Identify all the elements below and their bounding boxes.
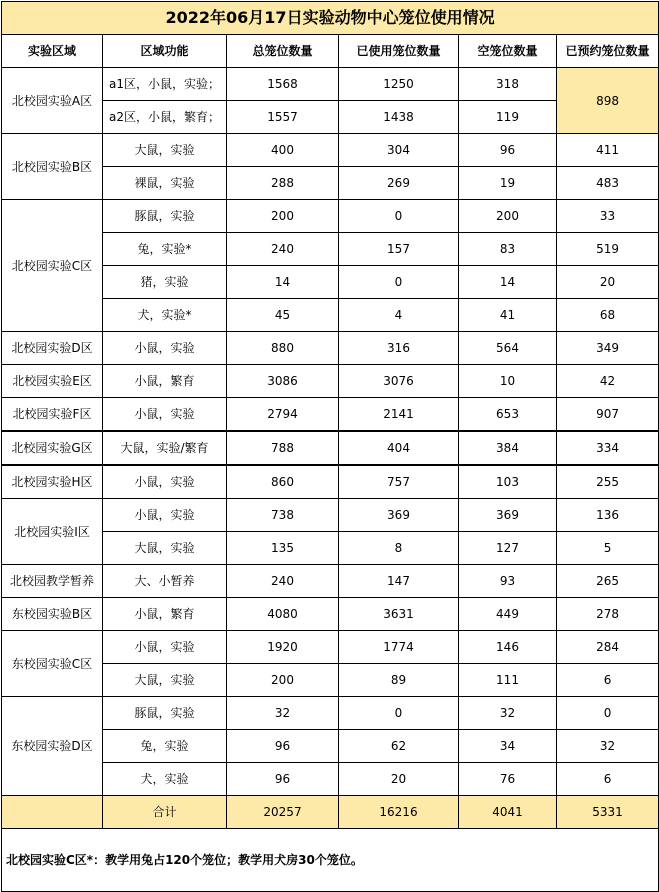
used-cell: 757 bbox=[339, 465, 459, 499]
used-cell: 3631 bbox=[339, 598, 459, 631]
used-cell: 1774 bbox=[339, 631, 459, 664]
function-cell: 大鼠，实验 bbox=[103, 134, 227, 167]
function-cell: 兔，实验 bbox=[103, 730, 227, 763]
totals-empty: 4041 bbox=[459, 796, 557, 829]
empty-cell: 200 bbox=[459, 200, 557, 233]
used-cell: 316 bbox=[339, 332, 459, 365]
empty-cell: 111 bbox=[459, 664, 557, 697]
note-row bbox=[2, 829, 659, 892]
reserved-cell: 265 bbox=[557, 565, 659, 598]
function-cell: 裸鼠，实验 bbox=[103, 167, 227, 200]
reserved-cell: 255 bbox=[557, 465, 659, 499]
used-cell: 1438 bbox=[339, 101, 459, 134]
totals-reserved: 5331 bbox=[557, 796, 659, 829]
used-cell: 404 bbox=[339, 431, 459, 465]
used-cell: 89 bbox=[339, 664, 459, 697]
function-cell: 小鼠，实验 bbox=[103, 499, 227, 532]
function-cell: a1区，小鼠，实验； bbox=[103, 68, 227, 101]
reserved-cell: 68 bbox=[557, 299, 659, 332]
used-cell: 147 bbox=[339, 565, 459, 598]
zone-cell: 北校园实验C区 bbox=[2, 200, 103, 332]
reserved-cell: 278 bbox=[557, 598, 659, 631]
function-cell: 大、小暂养 bbox=[103, 565, 227, 598]
empty-cell: 76 bbox=[459, 763, 557, 796]
total-cell: 1920 bbox=[227, 631, 339, 664]
empty-cell: 96 bbox=[459, 134, 557, 167]
cage-usage-sheet bbox=[1, 1, 658, 887]
total-cell: 135 bbox=[227, 532, 339, 565]
total-cell: 96 bbox=[227, 763, 339, 796]
total-cell: 738 bbox=[227, 499, 339, 532]
empty-cell: 83 bbox=[459, 233, 557, 266]
function-cell: 小鼠，繁育 bbox=[103, 598, 227, 631]
total-cell: 200 bbox=[227, 200, 339, 233]
cage-usage-table bbox=[1, 1, 659, 892]
table-row bbox=[2, 200, 659, 233]
used-cell: 0 bbox=[339, 266, 459, 299]
empty-cell: 93 bbox=[459, 565, 557, 598]
total-cell: 1557 bbox=[227, 101, 339, 134]
total-cell: 45 bbox=[227, 299, 339, 332]
empty-cell: 449 bbox=[459, 598, 557, 631]
table-row bbox=[2, 398, 659, 432]
totals-row bbox=[2, 796, 659, 829]
empty-cell: 384 bbox=[459, 431, 557, 465]
used-cell: 8 bbox=[339, 532, 459, 565]
reserved-cell: 33 bbox=[557, 200, 659, 233]
total-cell: 240 bbox=[227, 565, 339, 598]
reserved-cell: 32 bbox=[557, 730, 659, 763]
empty-cell: 41 bbox=[459, 299, 557, 332]
function-cell: 小鼠，实验 bbox=[103, 398, 227, 432]
used-cell: 269 bbox=[339, 167, 459, 200]
function-cell: 豚鼠，实验 bbox=[103, 200, 227, 233]
header-total: 总笼位数量 bbox=[227, 35, 339, 68]
reserved-cell: 483 bbox=[557, 167, 659, 200]
function-cell: 小鼠，实验 bbox=[103, 631, 227, 664]
table-row bbox=[2, 465, 659, 499]
used-cell: 369 bbox=[339, 499, 459, 532]
empty-cell: 564 bbox=[459, 332, 557, 365]
totals-blank bbox=[2, 796, 103, 829]
table-row bbox=[2, 631, 659, 664]
total-cell: 14 bbox=[227, 266, 339, 299]
totals-label: 合计 bbox=[103, 796, 227, 829]
function-cell: a2区，小鼠，繁育； bbox=[103, 101, 227, 134]
empty-cell: 103 bbox=[459, 465, 557, 499]
table-row bbox=[2, 332, 659, 365]
header-reserved: 已预约笼位数量 bbox=[557, 35, 659, 68]
table-row bbox=[2, 68, 659, 101]
footnote: 北校园实验C区*：教学用兔占120个笼位；教学用犬房30个笼位。 bbox=[2, 829, 659, 892]
empty-cell: 10 bbox=[459, 365, 557, 398]
table-row bbox=[2, 598, 659, 631]
table-row bbox=[2, 565, 659, 598]
zone-cell: 北校园实验D区 bbox=[2, 332, 103, 365]
empty-cell: 127 bbox=[459, 532, 557, 565]
totals-used: 16216 bbox=[339, 796, 459, 829]
function-cell: 大鼠，实验/繁育 bbox=[103, 431, 227, 465]
used-cell: 20 bbox=[339, 763, 459, 796]
totals-total: 20257 bbox=[227, 796, 339, 829]
reserved-cell: 411 bbox=[557, 134, 659, 167]
reserved-cell: 334 bbox=[557, 431, 659, 465]
reserved-cell: 20 bbox=[557, 266, 659, 299]
used-cell: 0 bbox=[339, 697, 459, 730]
total-cell: 32 bbox=[227, 697, 339, 730]
zone-cell: 北校园教学暂养 bbox=[2, 565, 103, 598]
total-cell: 400 bbox=[227, 134, 339, 167]
total-cell: 2794 bbox=[227, 398, 339, 432]
table-row bbox=[2, 431, 659, 465]
function-cell: 小鼠，实验 bbox=[103, 332, 227, 365]
reserved-cell: 42 bbox=[557, 365, 659, 398]
reserved-cell: 519 bbox=[557, 233, 659, 266]
used-cell: 4 bbox=[339, 299, 459, 332]
used-cell: 157 bbox=[339, 233, 459, 266]
empty-cell: 19 bbox=[459, 167, 557, 200]
reserved-cell: 0 bbox=[557, 697, 659, 730]
zone-cell: 东校园实验C区 bbox=[2, 631, 103, 697]
reserved-cell: 349 bbox=[557, 332, 659, 365]
function-cell: 犬，实验 bbox=[103, 763, 227, 796]
reserved-cell: 284 bbox=[557, 631, 659, 664]
table-title: 2022年06月17日实验动物中心笼位使用情况 bbox=[2, 2, 659, 35]
header-row bbox=[2, 35, 659, 68]
empty-cell: 119 bbox=[459, 101, 557, 134]
reserved-cell: 136 bbox=[557, 499, 659, 532]
header-function: 区域功能 bbox=[103, 35, 227, 68]
used-cell: 2141 bbox=[339, 398, 459, 432]
function-cell: 犬，实验* bbox=[103, 299, 227, 332]
zone-cell: 北校园实验A区 bbox=[2, 68, 103, 134]
zone-cell: 东校园实验D区 bbox=[2, 697, 103, 796]
empty-cell: 318 bbox=[459, 68, 557, 101]
reserved-cell: 5 bbox=[557, 532, 659, 565]
zone-cell: 北校园实验E区 bbox=[2, 365, 103, 398]
reserved-cell: 6 bbox=[557, 664, 659, 697]
used-cell: 3076 bbox=[339, 365, 459, 398]
used-cell: 1250 bbox=[339, 68, 459, 101]
used-cell: 304 bbox=[339, 134, 459, 167]
function-cell: 小鼠，实验 bbox=[103, 465, 227, 499]
function-cell: 兔，实验* bbox=[103, 233, 227, 266]
total-cell: 860 bbox=[227, 465, 339, 499]
header-used: 已使用笼位数量 bbox=[339, 35, 459, 68]
total-cell: 96 bbox=[227, 730, 339, 763]
empty-cell: 653 bbox=[459, 398, 557, 432]
total-cell: 788 bbox=[227, 431, 339, 465]
used-cell: 62 bbox=[339, 730, 459, 763]
total-cell: 880 bbox=[227, 332, 339, 365]
function-cell: 小鼠，繁育 bbox=[103, 365, 227, 398]
table-row bbox=[2, 499, 659, 532]
total-cell: 1568 bbox=[227, 68, 339, 101]
title-row bbox=[2, 2, 659, 35]
zone-cell: 东校园实验B区 bbox=[2, 598, 103, 631]
empty-cell: 14 bbox=[459, 266, 557, 299]
zone-cell: 北校园实验B区 bbox=[2, 134, 103, 200]
total-cell: 4080 bbox=[227, 598, 339, 631]
reserved-cell: 6 bbox=[557, 763, 659, 796]
empty-cell: 32 bbox=[459, 697, 557, 730]
total-cell: 200 bbox=[227, 664, 339, 697]
function-cell: 猪，实验 bbox=[103, 266, 227, 299]
zone-cell: 北校园实验G区 bbox=[2, 431, 103, 465]
zone-cell: 北校园实验I区 bbox=[2, 499, 103, 565]
used-cell: 0 bbox=[339, 200, 459, 233]
function-cell: 豚鼠，实验 bbox=[103, 697, 227, 730]
empty-cell: 34 bbox=[459, 730, 557, 763]
reserved-cell: 898 bbox=[557, 68, 659, 134]
zone-cell: 北校园实验F区 bbox=[2, 398, 103, 432]
total-cell: 240 bbox=[227, 233, 339, 266]
header-empty: 空笼位数量 bbox=[459, 35, 557, 68]
table-row bbox=[2, 697, 659, 730]
function-cell: 大鼠，实验 bbox=[103, 664, 227, 697]
table-row bbox=[2, 134, 659, 167]
total-cell: 288 bbox=[227, 167, 339, 200]
zone-cell: 北校园实验H区 bbox=[2, 465, 103, 499]
empty-cell: 146 bbox=[459, 631, 557, 664]
reserved-cell: 907 bbox=[557, 398, 659, 432]
function-cell: 大鼠，实验 bbox=[103, 532, 227, 565]
header-zone: 实验区域 bbox=[2, 35, 103, 68]
empty-cell: 369 bbox=[459, 499, 557, 532]
total-cell: 3086 bbox=[227, 365, 339, 398]
table-row bbox=[2, 365, 659, 398]
